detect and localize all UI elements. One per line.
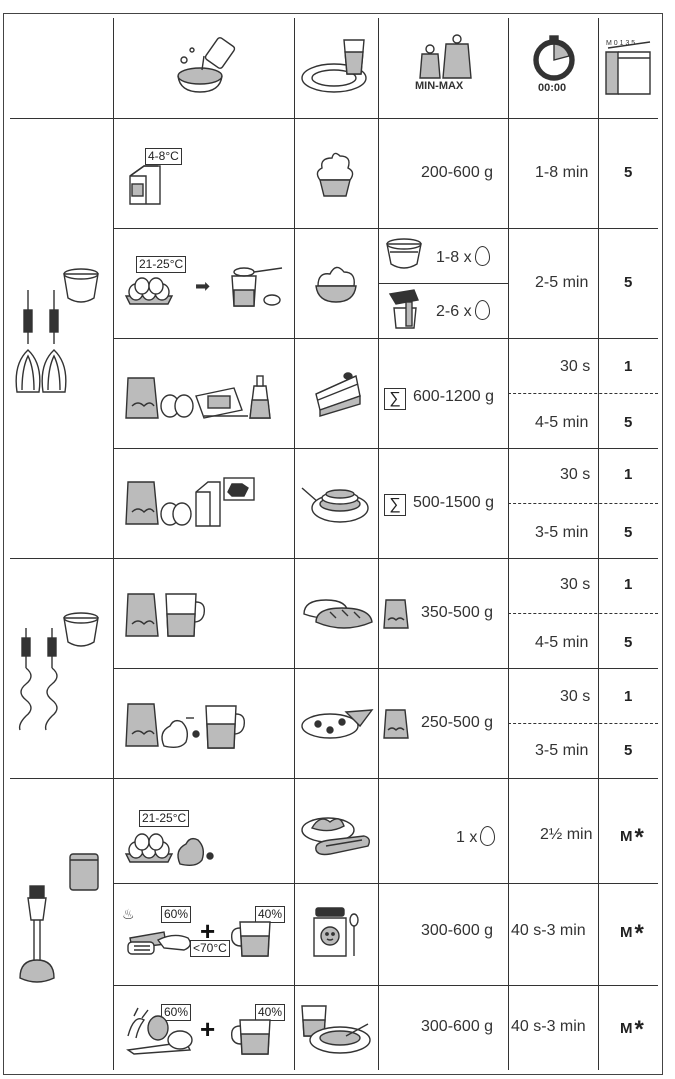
vegetables-icon [124,1006,196,1056]
speed-dial-label: M 0 1 3 5 [606,40,636,47]
plus-icon: + [200,1014,216,1044]
time-value: 1-8 min [535,164,589,181]
time-value: 4-5 min [535,634,589,651]
whisk-beaters-icon [14,264,104,400]
speed-value: 5 [624,524,633,541]
pizza-icon [300,704,376,742]
time-value: 40 s-3 min [511,922,586,939]
arrow-icon: ➡ [195,276,211,296]
speed-value: 5 [624,742,633,759]
pancake-pan-icon [300,478,372,526]
pizza-ingredients-icon [124,698,246,750]
time-value: 2½ min [540,826,593,843]
speed-value: 5 [624,164,633,181]
time-value: 3-5 min [535,742,589,759]
speed-value: 1 [624,466,633,483]
ingredients-pour-icon [172,36,242,96]
egg-icon [475,246,490,266]
time-value: 4-5 min [535,414,589,431]
egg-count-stand: 2-6 x [436,300,490,321]
baby-food-jar-icon [312,906,360,960]
egg-icon [480,826,495,846]
amount-value: 350-500 g [421,604,494,621]
timer-icon [531,36,577,82]
weights-label: MIN-MAX [415,80,464,92]
time-value: 30 s [560,358,591,375]
amount-value: 500-1500 g [413,494,494,511]
temperature-badge: <70°C [190,940,230,957]
percent-badge: 60% [161,906,191,923]
egg-count: 1 x [456,826,495,847]
footnote-star: * [634,1016,644,1043]
time-value: 3-5 min [535,524,589,541]
pancake-ingredients-icon [124,472,259,528]
percent-badge: 40% [255,1004,285,1021]
percent-badge: 60% [161,1004,191,1021]
cream-cupcake-icon [312,150,358,200]
temperature-badge: 21-25°C [136,256,186,273]
eggs-tray-icon [124,274,174,306]
timer-label: 00:00 [538,82,567,94]
plus-icon: + [200,916,216,946]
flour-water-icon [124,588,206,640]
speed-value: 5 [624,634,633,651]
egg-icon [475,300,490,320]
flour-bag-icon [383,708,409,740]
hand-blender-icon [14,852,104,992]
amount-value: 300-600 g [421,922,494,939]
milk-carton-icon [128,162,162,206]
dough-hooks-icon [14,608,104,734]
temperature-badge: 21-25°C [139,810,189,827]
speed-value: 1 [624,688,633,705]
total-sum-icon: ∑ [384,388,406,410]
vegetables-icon [124,916,196,956]
amount-value: 250-500 g [421,714,494,731]
speed-value: M* [620,824,644,851]
bread-loaves-icon [300,594,376,634]
stand-mixer-icon [384,288,424,332]
bowl-icon [384,236,424,272]
time-value: 40 s-3 min [511,1018,586,1035]
egg-separator-icon [226,262,288,308]
soup-bowl-icon [300,1002,374,1058]
time-value: 30 s [560,688,591,705]
measuring-jug-icon [230,918,278,958]
cake-slice-icon [312,370,364,416]
egg-count-bowl: 1-8 x [436,246,490,267]
footnote-star: * [634,824,644,851]
steam-icon: ♨ [122,906,135,922]
weights-icon [418,36,474,82]
mayonnaise-sausage-icon [300,806,374,860]
eggs-and-oil-icon [124,826,224,866]
speed-value: M* [620,1016,644,1043]
speed-dial-icon [604,38,654,98]
time-value: 2-5 min [535,274,589,291]
percent-badge: 40% [255,906,285,923]
amount-value: 600-1200 g [413,388,494,405]
cake-ingredients-icon [124,370,274,422]
speed-value: 1 [624,576,633,593]
speed-value: M* [620,920,644,947]
speed-value: 5 [624,274,633,291]
total-sum-icon: ∑ [384,494,406,516]
plate-and-glass-icon [300,36,372,96]
measuring-jug-icon [230,1016,278,1056]
speed-value: 1 [624,358,633,375]
time-value: 30 s [560,466,591,483]
speed-value: 5 [624,414,633,431]
whipped-egg-white-icon [312,262,360,304]
amount-value: 300-600 g [421,1018,494,1035]
footnote-star: * [634,920,644,947]
temperature-badge: 4-8°C [145,148,182,165]
amount-value: 200-600 g [421,164,494,181]
flour-bag-icon [383,598,409,630]
time-value: 30 s [560,576,591,593]
